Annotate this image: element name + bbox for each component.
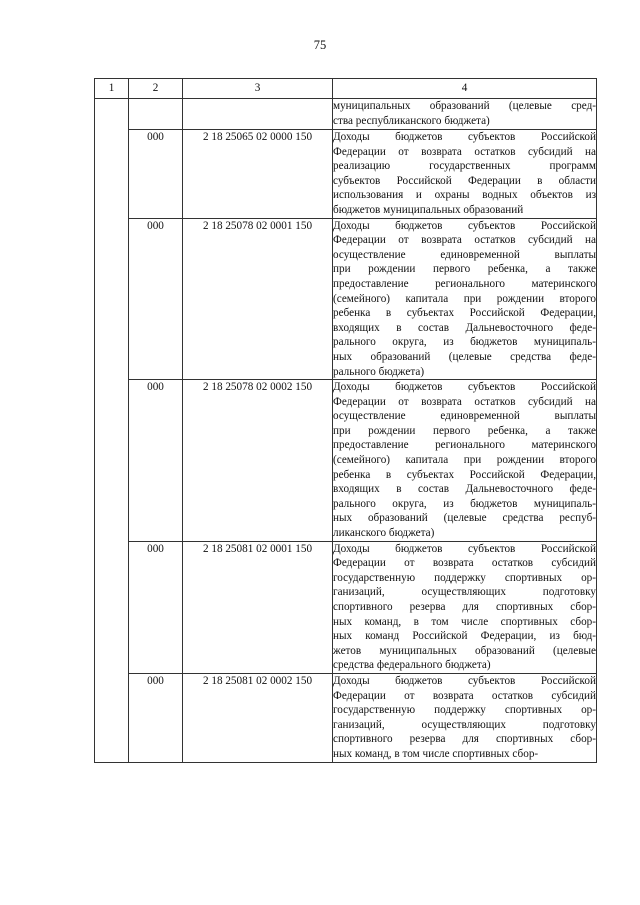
description-line: Федерации от возврата остатков субсидий на: [333, 395, 596, 408]
table-row: [95, 130, 597, 219]
description-line: осуществление единовременной выплаты: [333, 410, 596, 423]
description-line: осуществление единовременной выплаты: [333, 248, 596, 261]
description-line: Доходы бюджетов субъектов Российской: [333, 542, 596, 555]
description-line: рального округа, из бюджетов муниципаль-: [333, 336, 596, 349]
description-line: Федерации от возврата остатков субсидий на: [333, 234, 596, 247]
budget-code-cell: 2 18 25081 02 0001 150: [183, 541, 333, 673]
description-cell: [333, 541, 597, 673]
description-line: Федерации от возврата остатков субсидий: [333, 689, 596, 702]
description-line: рального бюджета): [333, 365, 425, 378]
description-line: Доходы бюджетов субъектов Российской: [333, 381, 596, 394]
description-line: ных образований (целевые средства феде-: [333, 350, 596, 363]
description-line: Доходы бюджетов субъектов Российской: [333, 219, 596, 232]
column-header-4: 4: [333, 79, 597, 99]
description-cell: [333, 130, 597, 219]
description-line: субъектов Российской Федерации в области: [333, 174, 596, 187]
description-line: ганизаций, осуществляющих подготовку: [333, 586, 596, 599]
admin-code-cell: 000: [129, 541, 183, 673]
column-header-2: 2: [129, 79, 183, 99]
description-line: (семейного) капитала при рождении второго: [333, 292, 596, 305]
admin-code-cell: 000: [129, 218, 183, 380]
description-line: при рождении первого ребенка, а также: [333, 424, 596, 437]
description-line: Доходы бюджетов субъектов Российской: [333, 674, 596, 687]
description-line: предоставление регионального материнского: [333, 277, 596, 290]
column-header-1: 1: [95, 79, 129, 99]
description-line: ных образований (целевые средства респуб-: [333, 512, 596, 525]
column-header-3: 3: [183, 79, 333, 99]
description-line: реализацию государственных программ: [333, 160, 596, 173]
budget-code-cell: 2 18 25081 02 0002 150: [183, 673, 333, 762]
description-line: ребенка в субъектах Российской Федерации,: [333, 307, 596, 320]
budget-code-cell: 2 18 25078 02 0002 150: [183, 380, 333, 542]
admin-code-cell: [129, 99, 183, 130]
description-line: ганизаций, осуществляющих подготовку: [333, 718, 596, 731]
budget-code-cell: 2 18 25065 02 0000 150: [183, 130, 333, 219]
description-line: Доходы бюджетов субъектов Российской: [333, 131, 596, 143]
description-cell: [333, 673, 597, 762]
description-line: ных команд Российской Федерации, из бюд-: [333, 630, 596, 643]
description-line: ликанского бюджета): [333, 527, 435, 540]
table-row: [95, 380, 597, 542]
description-line: ребенка в субъектах Российской Федерации,: [333, 468, 596, 481]
table-header-row: [95, 79, 597, 99]
table-row: [95, 218, 597, 380]
table-row: [95, 99, 597, 130]
description-line: средства федерального бюджета): [333, 659, 491, 672]
description-line: государственную поддержку спортивных ор-: [333, 571, 596, 584]
description-line: входящих в состав Дальневосточного феде-: [333, 321, 596, 334]
description-line: предоставление регионального материнского: [333, 439, 596, 452]
page-number: 75: [313, 38, 327, 52]
description-line: спортивного резерва для спортивных сбор-: [333, 733, 596, 746]
table-row: [95, 541, 597, 673]
table-row: [95, 673, 597, 762]
column-1-merged-cell: [95, 99, 129, 763]
description-line: ства республиканского бюджета): [333, 114, 490, 127]
description-cell: [333, 218, 597, 380]
description-line: муниципальных образований (целевые сред-: [333, 100, 596, 112]
admin-code-cell: 000: [129, 130, 183, 219]
admin-code-cell: 000: [129, 673, 183, 762]
description-cell: [333, 380, 597, 542]
description-line: использования и охраны водных объектов из: [333, 189, 596, 202]
description-line: Федерации от возврата остатков субсидий: [333, 557, 596, 570]
description-line: рального округа, из бюджетов муниципаль-: [333, 497, 596, 510]
description-line: спортивного резерва для спортивных сбор-: [333, 601, 596, 613]
description-line: Федерации от возврата остатков субсидий на: [333, 145, 596, 158]
description-line: ных команд, в том числе спортивных сбор-: [333, 615, 596, 628]
description-line: бюджетов муниципальных образований: [333, 203, 524, 216]
description-line: жетов муниципальных образований (целевые: [333, 644, 596, 657]
budget-code-cell: [183, 99, 333, 130]
description-line: ных команд, в том числе спортивных сбор-: [333, 747, 539, 760]
budget-code-cell: 2 18 25078 02 0001 150: [183, 218, 333, 380]
description-line: при рождении первого ребенка, а также: [333, 263, 596, 276]
description-line: (семейного) капитала при рождении второго: [333, 454, 596, 467]
admin-code-cell: 000: [129, 380, 183, 542]
description-line: государственную поддержку спортивных ор-: [333, 704, 596, 717]
description-cell: [333, 99, 597, 130]
description-line: входящих в состав Дальневосточного феде-: [333, 483, 596, 496]
budget-revenue-table: [94, 78, 597, 763]
